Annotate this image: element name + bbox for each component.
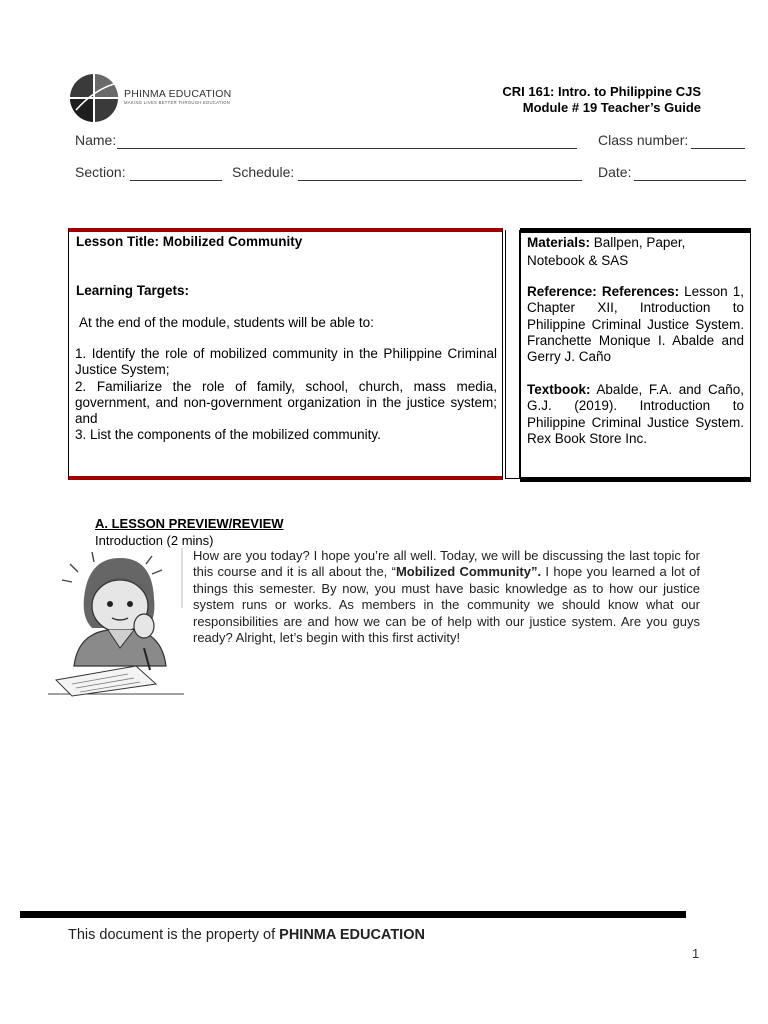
materials	[527, 234, 745, 270]
schedule-label: Schedule:	[232, 164, 295, 180]
learning-targets-intro: At the end of the module, students will be able to:	[79, 315, 374, 330]
date-label: Date:	[598, 164, 632, 180]
materials-label: Materials:	[527, 235, 591, 250]
learning-targets-heading: Learning Targets:	[76, 283, 190, 298]
schedule-field[interactable]	[298, 180, 582, 181]
introduction-label: Introduction (2 mins)	[95, 533, 214, 548]
table-divider-column	[505, 230, 520, 479]
footer-divider	[20, 911, 686, 918]
introduction-paragraph	[193, 548, 700, 646]
student-thinking-icon	[48, 548, 188, 698]
reference	[527, 284, 744, 365]
module-line: Module # 19 Teacher’s Guide	[522, 100, 701, 115]
list-item: 2. Familiarize the role of family, school, church, mass media, government, and non-government organization in the justice system; and	[75, 378, 497, 427]
logo-tagline: MAKING LIVES BETTER THROUGH EDUCATION	[124, 100, 231, 105]
textbook-label: Textbook:	[527, 382, 591, 397]
list-item: 3. List the components of the mobilized community.	[75, 427, 381, 443]
logo-emblem-icon	[68, 72, 120, 124]
paragraph-text-end: I hope you learned a lot of things this semester. By now, you must have basic knowledge as to how our justice system runs or works. As members in the community we should know what our responsibilities are and how we can be of help with our justice system. Are you guys ready? Alright, let’s begin with this first activity!	[193, 564, 700, 646]
section-label: Section:	[75, 164, 126, 180]
page-number: 1	[692, 946, 700, 961]
footer-note	[68, 927, 425, 943]
materials-value: Ballpen, Paper, Notebook & SAS	[527, 235, 686, 268]
section-field[interactable]	[130, 180, 222, 181]
course-line: CRI 161: Intro. to Philippine CJS	[502, 84, 701, 99]
paragraph-text-start: How are you today? I hope you’re all well. Today, we will be discussing the last topic for this course and it is all about the, “	[193, 548, 700, 580]
paragraph-topic-bold: Mobilized Community”.	[395, 564, 542, 580]
course-header	[502, 84, 701, 116]
learning-targets-list	[75, 346, 497, 444]
footer-text: This document is the property of	[68, 927, 280, 943]
logo-name: PHINMA EDUCATION	[124, 88, 232, 100]
footer-owner: PHINMA EDUCATION	[279, 927, 425, 943]
section-a-heading: A. LESSON PREVIEW/REVIEW	[95, 516, 284, 531]
name-field[interactable]	[117, 148, 577, 149]
list-item: 1. Identify the role of mobilized community in the Philippine Criminal Justice System;	[75, 346, 497, 378]
textbook-value: Abalde, F.A. and Caño, G.J. (2019). Introduction to Philippine Criminal Justice System. Rex Book Store Inc.	[527, 382, 744, 446]
reference-label: Reference: References:	[527, 284, 680, 299]
class-number-field[interactable]	[691, 148, 745, 149]
lesson-title-label: Lesson Title:	[76, 234, 160, 249]
textbook	[527, 382, 744, 447]
date-field[interactable]	[634, 180, 746, 181]
lesson-title-value: Mobilized Community	[162, 234, 303, 249]
name-label: Name:	[75, 132, 117, 148]
lesson-title	[76, 234, 302, 250]
class-number-label: Class number:	[598, 132, 689, 148]
reference-value: Lesson 1, Chapter XII, Introduction to Philippine Criminal Justice System. Franchette Monique I. Abalde and Gerry J. Caño	[527, 284, 744, 365]
thinking-student-illustration	[48, 548, 188, 698]
